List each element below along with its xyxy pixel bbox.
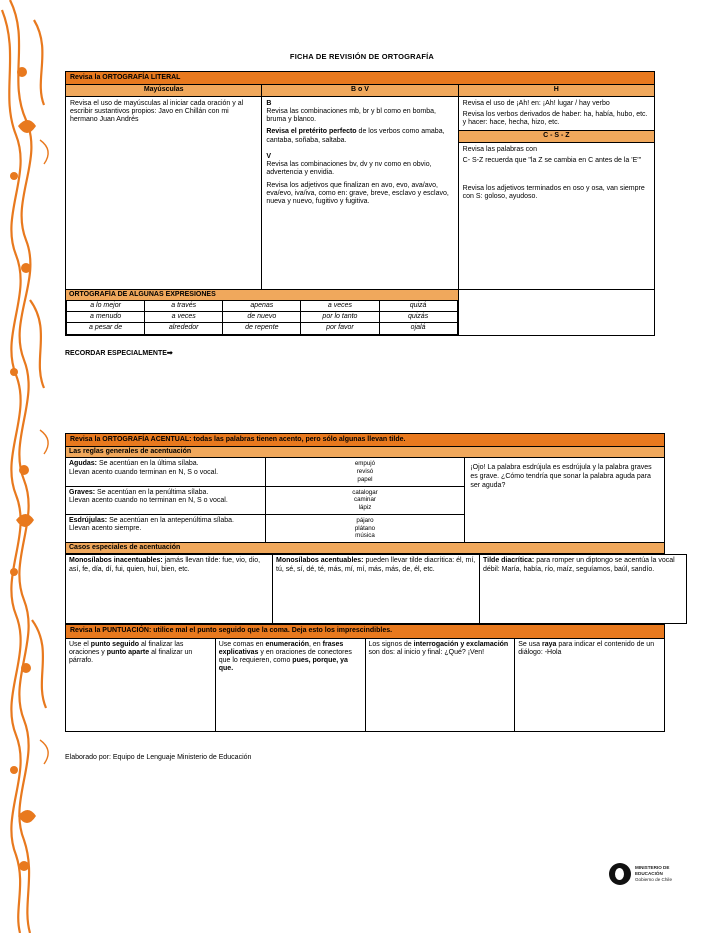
acentual-table: [65, 433, 665, 555]
acentual-words-graves: [265, 486, 465, 514]
acentual-words-agudas: [265, 458, 465, 486]
word-item: catalogar: [352, 488, 378, 496]
page-title: FICHA DE REVISIÓN DE ORTOGRAFÍA: [289, 52, 435, 61]
literal-expresiones-cell: [66, 289, 459, 335]
casos-especiales-table: [65, 554, 687, 624]
caso-strong: Monosílabos inacentuables:: [69, 557, 163, 565]
arrow-icon: ➡: [166, 349, 173, 357]
puntuacion-bar-label: Revisa la PUNTUACIÓN: utilice mal el punto seguido que la coma. Deja esto los imprescindibles.: [66, 625, 665, 638]
literal-table: [65, 71, 655, 336]
literal-expresiones-spacer: [458, 289, 654, 335]
recordar-especialmente: [65, 349, 720, 357]
expresion-cell: de nuevo: [223, 312, 301, 323]
caso-monosilabos-inacentuables: [66, 555, 273, 624]
decorative-margin-art: [0, 0, 62, 933]
acentual-rule-esdrujulas: [66, 514, 266, 542]
raya-t2: para indicar el contenido de un diálogo: -Hola: [518, 640, 655, 656]
puntuacion-cell-punto: [66, 638, 216, 731]
acentual-question-box: ¡Ojo! La palabra esdrújula es esdrújula y la palabra graves es grave. ¿Cómo tendría que sonar la palabra aguda para ser aguda?: [465, 458, 665, 543]
acentual-bar-label: Revisa la ORTOGRAFÍA ACENTUAL: todas las palabras tienen acento, pero sólo algunas llevan tilde.: [66, 433, 665, 446]
acentual-subbar-row: [66, 447, 665, 458]
expresion-cell: apenas: [223, 300, 301, 311]
coma-s2: frases explicativas: [218, 640, 344, 656]
acentual-esdrujulas-line1: Se acentúan en la antepenúltima sílaba.: [109, 516, 235, 524]
acentual-subbar-especiales: Casos especiales de acentuación: [66, 543, 665, 554]
expresion-cell: ojalá: [379, 323, 457, 334]
coma-s1: enumeración: [265, 640, 310, 648]
expresion-cell: por lo tanto: [301, 312, 379, 323]
footer-credit: Elaborado por: Equipo de Lenguaje Ministerio de Educación: [65, 753, 252, 761]
signos-t2: son dos: al inicio y final: ¿Qué? ¡Ven!: [368, 648, 485, 656]
recordar-label: RECORDAR ESPECIALMENTE: [65, 349, 167, 357]
section-ortografia-literal: [65, 71, 655, 336]
expresion-cell: a pesar de: [67, 323, 145, 334]
expresiones-header: ORTOGRAFÍA DE ALGUNAS EXPRESIONES: [66, 290, 458, 300]
expresiones-row: [67, 300, 458, 311]
puntuacion-table: [65, 624, 665, 731]
word-item: caminar: [353, 496, 376, 504]
ministerio-logo: [609, 863, 672, 885]
raya-t1: Se usa: [518, 640, 542, 648]
signos-t1: Los signos de: [368, 640, 414, 648]
logo-mark-icon: [609, 863, 631, 885]
caso-strong: Monosílabos acentuables:: [276, 557, 364, 565]
logo-line-3: Gobierno de Chile: [634, 876, 672, 882]
logo-line-2: EDUCACIÓN: [634, 871, 663, 877]
caso-text: jamás llevan tilde: fue, vio, dio, así, fe, día, dí, fui, quien, huí, bien, etc.: [69, 557, 261, 573]
acentual-graves-strong: Graves:: [69, 488, 96, 496]
acentual-subbar-generales: Las reglas generales de acentuación: [66, 447, 665, 458]
literal-b-rule-2: [266, 128, 453, 145]
punto-t3: al finalizar un párrafo.: [69, 648, 193, 665]
caso-text: pueden llevar tilde diacrítica: él, mí, tú, sé, sí, dé, té, más, mí, mí, más, más, de, él, etc.: [276, 557, 476, 573]
word-item: revisó: [356, 468, 374, 476]
acentual-agudas-line1: Se acentúan en la última sílaba.: [98, 460, 199, 468]
acentual-agudas-strong: Agudas:: [69, 460, 97, 468]
literal-csz-text-2: C- S-Z recuerda que "la Z se cambia en C antes de la 'E'": [462, 156, 642, 164]
literal-cell-h: [458, 96, 654, 289]
coma-t3: y en oraciones de conectores que lo requieren, como: [218, 648, 352, 665]
literal-b-label: B: [266, 99, 272, 107]
literal-header-row: [66, 85, 655, 96]
puntuacion-cell-signos: [365, 638, 515, 731]
literal-body-row: [66, 96, 655, 289]
coma-t1: Use comas en: [218, 640, 266, 648]
word-item: papel: [357, 475, 373, 483]
literal-v-rule-1: Revisa las combinaciones bv, dv y nv como en obvio, advertencia y envidia.: [266, 161, 432, 177]
literal-b-rule-1: Revisa las combinaciones mb, br y bl como en bomba, bruma y blanco.: [266, 107, 436, 124]
literal-mayusculas-text: Revisa el uso de mayúsculas al iniciar cada oración y al escribir sustantivos propios: Javo en Chillán con mi hermano Juan Andrés: [70, 99, 244, 124]
document-page: [62, 0, 720, 933]
literal-b-rule-2-rest: de los verbos como amaba, cantaba, soñaba, saltaba.: [266, 128, 445, 144]
punto-t1: Use el: [69, 640, 91, 648]
literal-csz-text-1: Revisa las palabras con: [462, 145, 537, 153]
literal-expresiones-row: [66, 289, 655, 335]
word-item: plátano: [354, 524, 376, 532]
expresion-cell: quizá: [379, 300, 457, 311]
caso-text: para romper un diptongo se acentúa la vocal débil: María, había, río, maíz, seguíamos, baúl, sandío.: [483, 557, 675, 573]
expresiones-row: [67, 312, 458, 323]
caso-tilde-diacritica: [480, 555, 687, 624]
literal-cell-bov: [262, 96, 458, 289]
expresion-cell: a través: [145, 300, 223, 311]
acentual-graves-line1: Se acentúan en la penúltima sílaba.: [97, 488, 209, 496]
literal-header-mayusculas: Mayúsculas: [66, 85, 262, 96]
expresiones-row: [67, 323, 458, 334]
puntuacion-cell-coma: [215, 638, 365, 731]
literal-cell-mayusculas: [66, 96, 262, 289]
logo-text: [635, 865, 672, 882]
coma-s3: pues, porque, ya que.: [218, 657, 348, 673]
punto-s1: punto seguido: [90, 640, 140, 648]
expresion-cell: a veces: [145, 312, 223, 323]
acentual-bar-row: [66, 433, 665, 446]
puntuacion-cell-raya: [515, 638, 665, 731]
signos-s1: interrogación y exclamación: [413, 640, 509, 648]
literal-b-rule-2-strong: Revisa el pretérito perfecto: [266, 128, 357, 136]
expresion-cell: por favor: [301, 323, 379, 334]
expresion-cell: quizás: [379, 312, 457, 323]
expresion-cell: a menudo: [67, 312, 145, 323]
literal-csz-bar: C - S - Z: [459, 130, 654, 142]
literal-h-rule-2: Revisa los verbos derivados de haber: ha, había, hubo, etc. y hacer: hace, hecha, hizo, etc.: [462, 110, 648, 127]
caso-strong: Tilde diacrítica:: [483, 557, 535, 565]
caso-monosilabos-acentuables: [273, 555, 480, 624]
acentual-esdrujulas-line2: Llevan acento siempre.: [69, 525, 142, 533]
punto-t2: al finalizar las oraciones y: [69, 640, 184, 656]
acentual-rule-agudas: [66, 458, 266, 486]
word-item: pájaro: [356, 516, 374, 524]
literal-h-rule-1: Revisa el uso de ¡Ah! en: ¡Ah! lugar / hay verbo: [462, 99, 610, 107]
acentual-esdrujulas-strong: Esdrújulas:: [69, 516, 108, 524]
casos-especiales-row: [66, 555, 687, 624]
acentual-rule-graves: [66, 486, 266, 514]
literal-bar-label: Revisa la ORTOGRAFÍA LITERAL: [66, 72, 655, 85]
coma-t2: , en: [309, 640, 323, 648]
word-item: música: [355, 532, 375, 540]
punto-s2: punto aparte: [106, 648, 150, 656]
literal-v-rule-2: Revisa los adjetivos que finalizan en avo, evo, ava/avo, eva/evo, iva/iva, como en: grave, breve, esclavo y esclavo, nueva y nuevo, fugitivo y fugitiva.: [266, 181, 449, 206]
word-item: empujó: [354, 460, 376, 468]
logo-line-1: MINISTERIO DE: [634, 865, 670, 871]
puntuacion-bar-row: [66, 625, 665, 638]
puntuacion-body-row: [66, 638, 665, 731]
literal-bar-row: [66, 72, 655, 85]
literal-v-label: V: [266, 152, 271, 160]
acentual-row-agudas: [66, 458, 665, 486]
word-item: lápiz: [358, 504, 372, 512]
expresion-cell: alrededor: [145, 323, 223, 334]
section-ortografia-acentual: [65, 433, 675, 732]
expresion-cell: a veces: [301, 300, 379, 311]
literal-header-h: H: [458, 85, 654, 96]
acentual-graves-line2: Llevan acento cuando no terminan en N, S o vocal.: [69, 496, 228, 504]
expresion-cell: de repente: [223, 323, 301, 334]
acentual-especiales-subbar-row: [66, 543, 665, 554]
acentual-agudas-line2: Llevan acento cuando terminan en N, S o vocal.: [69, 468, 219, 476]
acentual-words-esdrujulas: [265, 514, 465, 542]
expresion-cell: a lo mejor: [67, 300, 145, 311]
literal-csz-text-3: Revisa los adjetivos terminados en oso y osa, van siempre con S: goloso, ayudoso.: [462, 185, 645, 201]
literal-header-bov: B o V: [262, 85, 458, 96]
expresiones-table: [66, 300, 458, 335]
raya-s1: raya: [542, 640, 557, 648]
